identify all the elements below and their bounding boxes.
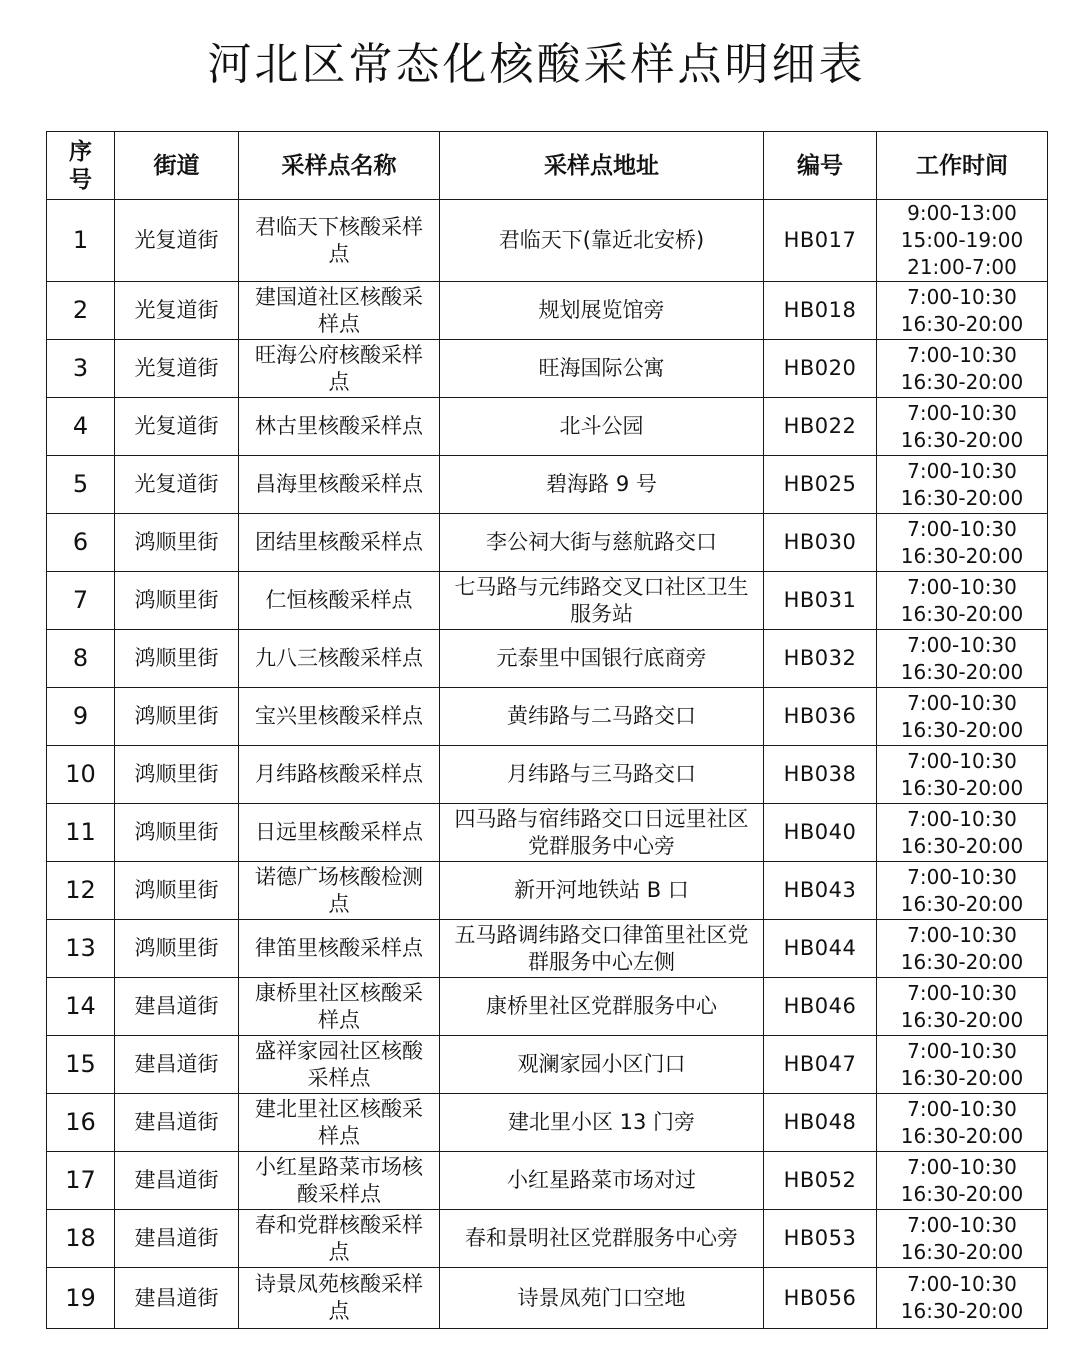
time-range: 7:00-10:30 xyxy=(907,1212,1017,1237)
header-code: 编号 xyxy=(764,132,877,200)
hours-cell xyxy=(877,1210,1048,1268)
address-cell: 北斗公园 xyxy=(440,398,764,456)
address-cell: 四马路与宿纬路交口日远里社区党群服务中心旁 xyxy=(440,804,764,862)
time-range: 16:30-20:00 xyxy=(900,1007,1024,1032)
address-cell: 观澜家园小区门口 xyxy=(440,1036,764,1094)
street-cell: 鸿顺里街 xyxy=(115,746,239,804)
code-cell: HB032 xyxy=(764,630,877,688)
code-cell: HB030 xyxy=(764,514,877,572)
hours-cell xyxy=(877,200,1048,282)
sampling-sites-table xyxy=(46,131,1048,1329)
seq-cell: 2 xyxy=(47,282,115,340)
table-row xyxy=(47,862,1048,920)
time-range: 16:30-20:00 xyxy=(900,717,1024,742)
table-body xyxy=(47,200,1048,1329)
seq-cell: 17 xyxy=(47,1152,115,1210)
hours-cell xyxy=(877,398,1048,456)
street-cell: 建昌道街 xyxy=(115,1268,239,1329)
code-cell: HB031 xyxy=(764,572,877,630)
street-cell: 鸿顺里街 xyxy=(115,688,239,746)
hours-cell xyxy=(877,746,1048,804)
hours-cell xyxy=(877,340,1048,398)
seq-cell: 1 xyxy=(47,200,115,282)
address-cell: 碧海路 9 号 xyxy=(440,456,764,514)
header-seq: 序号 xyxy=(47,132,115,200)
seq-cell: 18 xyxy=(47,1210,115,1268)
site-name-cell: 君临天下核酸采样点 xyxy=(239,200,440,282)
time-range: 7:00-10:30 xyxy=(907,632,1017,657)
hours-cell xyxy=(877,920,1048,978)
table-row xyxy=(47,282,1048,340)
address-cell: 七马路与元纬路交叉口社区卫生服务站 xyxy=(440,572,764,630)
street-cell: 鸿顺里街 xyxy=(115,572,239,630)
site-name-cell: 月纬路核酸采样点 xyxy=(239,746,440,804)
table-row xyxy=(47,1268,1048,1329)
hours-cell xyxy=(877,630,1048,688)
seq-cell: 3 xyxy=(47,340,115,398)
hours-cell xyxy=(877,1268,1048,1329)
table-row xyxy=(47,398,1048,456)
street-cell: 光复道街 xyxy=(115,282,239,340)
code-cell: HB046 xyxy=(764,978,877,1036)
site-name-cell: 小红星路菜市场核酸采样点 xyxy=(239,1152,440,1210)
site-name-cell: 团结里核酸采样点 xyxy=(239,514,440,572)
code-cell: HB025 xyxy=(764,456,877,514)
table-row xyxy=(47,514,1048,572)
table-row xyxy=(47,572,1048,630)
time-range: 7:00-10:30 xyxy=(907,1038,1017,1063)
time-range: 16:30-20:00 xyxy=(900,1239,1024,1264)
address-cell: 诗景凤苑门口空地 xyxy=(440,1268,764,1329)
street-cell: 鸿顺里街 xyxy=(115,630,239,688)
street-cell: 光复道街 xyxy=(115,200,239,282)
street-cell: 鸿顺里街 xyxy=(115,862,239,920)
table-row xyxy=(47,340,1048,398)
seq-cell: 8 xyxy=(47,630,115,688)
address-cell: 春和景明社区党群服务中心旁 xyxy=(440,1210,764,1268)
street-cell: 建昌道街 xyxy=(115,1210,239,1268)
hours-cell xyxy=(877,572,1048,630)
time-range: 7:00-10:30 xyxy=(907,922,1017,947)
code-cell: HB056 xyxy=(764,1268,877,1329)
address-cell: 旺海国际公寓 xyxy=(440,340,764,398)
seq-cell: 19 xyxy=(47,1268,115,1329)
seq-cell: 6 xyxy=(47,514,115,572)
table-row xyxy=(47,456,1048,514)
seq-cell: 5 xyxy=(47,456,115,514)
hours-cell xyxy=(877,282,1048,340)
time-range: 7:00-10:30 xyxy=(907,342,1017,367)
seq-cell: 11 xyxy=(47,804,115,862)
code-cell: HB044 xyxy=(764,920,877,978)
seq-cell: 10 xyxy=(47,746,115,804)
header-street: 街道 xyxy=(115,132,239,200)
time-range: 7:00-10:30 xyxy=(907,748,1017,773)
address-cell: 李公祠大街与慈航路交口 xyxy=(440,514,764,572)
site-name-cell: 林古里核酸采样点 xyxy=(239,398,440,456)
table-row xyxy=(47,978,1048,1036)
header-hours: 工作时间 xyxy=(877,132,1048,200)
page-title: 河北区常态化核酸采样点明细表 xyxy=(207,39,866,91)
hours-cell xyxy=(877,1036,1048,1094)
table-row xyxy=(47,630,1048,688)
code-cell: HB018 xyxy=(764,282,877,340)
site-name-cell: 日远里核酸采样点 xyxy=(239,804,440,862)
time-range: 16:30-20:00 xyxy=(900,369,1024,394)
hours-cell xyxy=(877,688,1048,746)
hours-cell xyxy=(877,804,1048,862)
address-cell: 康桥里社区党群服务中心 xyxy=(440,978,764,1036)
time-range: 7:00-10:30 xyxy=(907,1154,1017,1179)
time-range: 16:30-20:00 xyxy=(900,543,1024,568)
seq-cell: 13 xyxy=(47,920,115,978)
code-cell: HB043 xyxy=(764,862,877,920)
table-row xyxy=(47,1036,1048,1094)
site-name-cell: 诗景凤苑核酸采样点 xyxy=(239,1268,440,1329)
time-range: 9:00-13:00 xyxy=(907,201,1017,225)
site-name-cell: 旺海公府核酸采样点 xyxy=(239,340,440,398)
header-site-name: 采样点名称 xyxy=(239,132,440,200)
time-range: 7:00-10:30 xyxy=(907,284,1017,309)
seq-cell: 15 xyxy=(47,1036,115,1094)
time-range: 7:00-10:30 xyxy=(907,690,1017,715)
site-name-cell: 宝兴里核酸采样点 xyxy=(239,688,440,746)
code-cell: HB038 xyxy=(764,746,877,804)
time-range: 16:30-20:00 xyxy=(900,311,1024,336)
code-cell: HB053 xyxy=(764,1210,877,1268)
site-name-cell: 盛祥家园社区核酸采样点 xyxy=(239,1036,440,1094)
site-name-cell: 律笛里核酸采样点 xyxy=(239,920,440,978)
time-range: 16:30-20:00 xyxy=(900,833,1024,858)
table-row xyxy=(47,746,1048,804)
time-range: 16:30-20:00 xyxy=(900,1065,1024,1090)
site-name-cell: 建北里社区核酸采样点 xyxy=(239,1094,440,1152)
time-range: 16:30-20:00 xyxy=(900,891,1024,916)
time-range: 16:30-20:00 xyxy=(900,1123,1024,1148)
address-cell: 小红星路菜市场对过 xyxy=(440,1152,764,1210)
time-range: 7:00-10:30 xyxy=(907,1272,1017,1296)
site-name-cell: 仁恒核酸采样点 xyxy=(239,572,440,630)
code-cell: HB022 xyxy=(764,398,877,456)
code-cell: HB047 xyxy=(764,1036,877,1094)
table-row xyxy=(47,804,1048,862)
address-cell: 黄纬路与二马路交口 xyxy=(440,688,764,746)
time-range: 16:30-20:00 xyxy=(900,775,1024,800)
site-name-cell: 春和党群核酸采样点 xyxy=(239,1210,440,1268)
time-range: 7:00-10:30 xyxy=(907,400,1017,425)
hours-cell xyxy=(877,978,1048,1036)
street-cell: 光复道街 xyxy=(115,340,239,398)
site-name-cell: 诺德广场核酸检测点 xyxy=(239,862,440,920)
code-cell: HB052 xyxy=(764,1152,877,1210)
time-range: 16:30-20:00 xyxy=(900,427,1024,452)
street-cell: 建昌道街 xyxy=(115,978,239,1036)
time-range: 7:00-10:30 xyxy=(907,574,1017,599)
header-address: 采样点地址 xyxy=(440,132,764,200)
address-cell: 元泰里中国银行底商旁 xyxy=(440,630,764,688)
hours-cell xyxy=(877,1094,1048,1152)
table-row xyxy=(47,920,1048,978)
table-row xyxy=(47,200,1048,282)
code-cell: HB020 xyxy=(764,340,877,398)
table-row xyxy=(47,1210,1048,1268)
seq-cell: 4 xyxy=(47,398,115,456)
code-cell: HB036 xyxy=(764,688,877,746)
seq-cell: 12 xyxy=(47,862,115,920)
address-cell: 五马路调纬路交口律笛里社区党群服务中心左侧 xyxy=(440,920,764,978)
time-range: 15:00-19:00 xyxy=(900,228,1024,252)
street-cell: 鸿顺里街 xyxy=(115,920,239,978)
street-cell: 建昌道街 xyxy=(115,1152,239,1210)
hours-cell xyxy=(877,514,1048,572)
code-cell: HB048 xyxy=(764,1094,877,1152)
hours-cell xyxy=(877,862,1048,920)
time-range: 16:30-20:00 xyxy=(900,601,1024,626)
site-name-cell: 昌海里核酸采样点 xyxy=(239,456,440,514)
hours-cell xyxy=(877,1152,1048,1210)
address-cell: 建北里小区 13 门旁 xyxy=(440,1094,764,1152)
street-cell: 光复道街 xyxy=(115,398,239,456)
street-cell: 光复道街 xyxy=(115,456,239,514)
code-cell: HB040 xyxy=(764,804,877,862)
street-cell: 鸿顺里街 xyxy=(115,514,239,572)
seq-cell: 16 xyxy=(47,1094,115,1152)
time-range: 7:00-10:30 xyxy=(907,1096,1017,1121)
time-range: 16:30-20:00 xyxy=(900,659,1024,684)
time-range: 7:00-10:30 xyxy=(907,864,1017,889)
table-row xyxy=(47,688,1048,746)
address-cell: 规划展览馆旁 xyxy=(440,282,764,340)
site-name-cell: 康桥里社区核酸采样点 xyxy=(239,978,440,1036)
time-range: 16:30-20:00 xyxy=(900,949,1024,974)
address-cell: 新开河地铁站 B 口 xyxy=(440,862,764,920)
seq-cell: 7 xyxy=(47,572,115,630)
table-row xyxy=(47,1094,1048,1152)
street-cell: 建昌道街 xyxy=(115,1036,239,1094)
table-row xyxy=(47,1152,1048,1210)
seq-cell: 14 xyxy=(47,978,115,1036)
site-name-cell: 九八三核酸采样点 xyxy=(239,630,440,688)
time-range: 16:30-20:00 xyxy=(900,485,1024,510)
street-cell: 建昌道街 xyxy=(115,1094,239,1152)
time-range: 7:00-10:30 xyxy=(907,806,1017,831)
address-cell: 月纬路与三马路交口 xyxy=(440,746,764,804)
table-header-row xyxy=(47,132,1048,200)
time-range: 7:00-10:30 xyxy=(907,516,1017,541)
street-cell: 鸿顺里街 xyxy=(115,804,239,862)
site-name-cell: 建国道社区核酸采样点 xyxy=(239,282,440,340)
code-cell: HB017 xyxy=(764,200,877,282)
time-range: 16:30-20:00 xyxy=(900,1299,1024,1323)
time-range: 16:30-20:00 xyxy=(900,1181,1024,1206)
time-range: 21:00-7:00 xyxy=(907,255,1017,279)
time-range: 7:00-10:30 xyxy=(907,458,1017,483)
time-range: 7:00-10:30 xyxy=(907,980,1017,1005)
address-cell: 君临天下(靠近北安桥) xyxy=(440,200,764,282)
hours-cell xyxy=(877,456,1048,514)
seq-cell: 9 xyxy=(47,688,115,746)
